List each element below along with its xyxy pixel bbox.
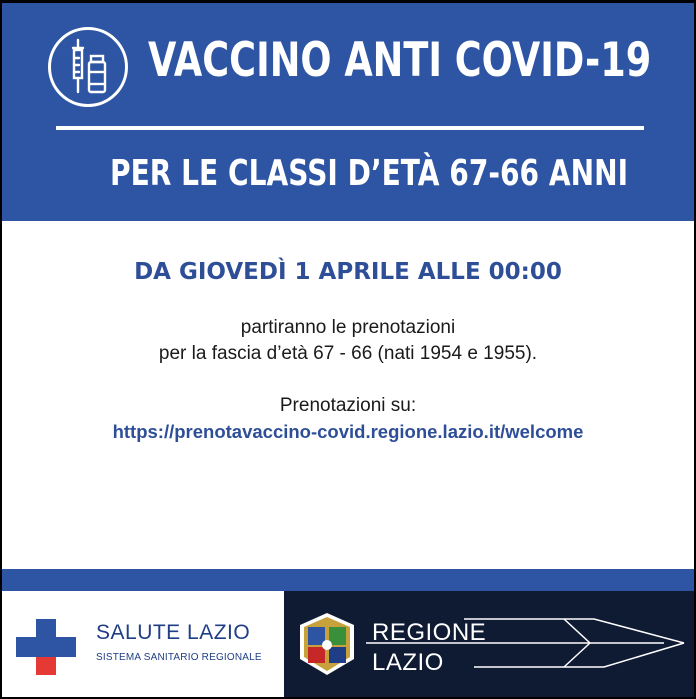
booking-label: Prenotazioni su: bbox=[279, 395, 417, 416]
decorative-lines bbox=[364, 613, 690, 679]
header-banner bbox=[2, 3, 694, 221]
footer-divider-bar bbox=[2, 569, 694, 591]
regione-label-line-1: REGIONE bbox=[372, 619, 487, 646]
coat-of-arms-icon bbox=[296, 611, 358, 677]
salute-lazio-logo bbox=[2, 591, 284, 697]
medical-cross-icon bbox=[14, 617, 80, 677]
divider bbox=[56, 126, 644, 130]
salute-lazio-title: SALUTE LAZIO bbox=[96, 621, 251, 644]
booking-link[interactable]: https://prenotavaccino-covid.regione.lazio.it/welcome bbox=[112, 421, 584, 442]
poster bbox=[2, 3, 694, 697]
info-line-2: per la fascia d’età 67 - 66 (nati 1954 e 1955). bbox=[158, 343, 538, 364]
vaccine-icon bbox=[48, 27, 128, 107]
page-title: VACCINO ANTI COVID-19 bbox=[148, 33, 652, 88]
date-heading: DA GIOVEDÌ 1 APRILE ALLE 00:00 bbox=[134, 259, 562, 285]
regione-label-line-2: LAZIO bbox=[372, 649, 444, 676]
regione-lazio-logo bbox=[284, 591, 694, 697]
salute-lazio-subtitle: SISTEMA SANITARIO REGIONALE bbox=[96, 652, 262, 663]
info-line-1: partiranno le prenotazioni bbox=[240, 317, 456, 338]
page-subtitle: PER LE CLASSI D’ETÀ 67-66 ANNI bbox=[110, 153, 629, 194]
